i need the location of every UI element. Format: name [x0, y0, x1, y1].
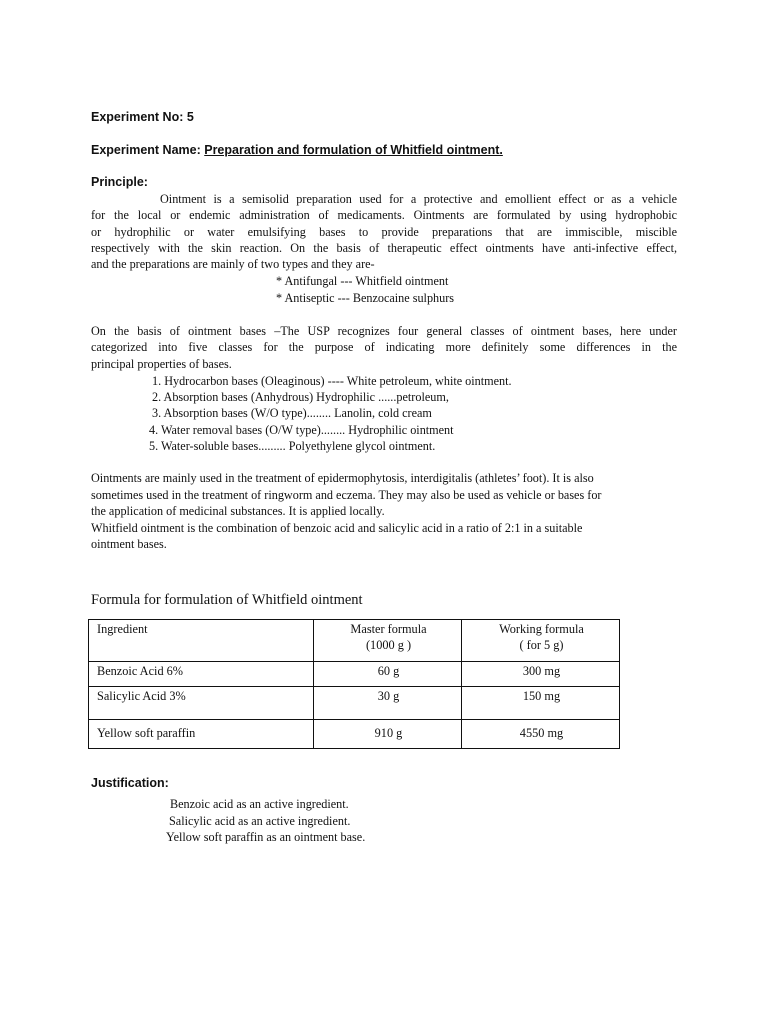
formula-table: [88, 619, 620, 749]
cell-ingredient: Yellow soft paraffin: [89, 720, 314, 749]
header-working-formula: [462, 620, 620, 662]
type-antifungal: * Antifungal --- Whitfield ointment: [276, 274, 449, 288]
principle-p2-line: principal properties of bases.: [91, 356, 232, 371]
principle-p1-line: and the preparations are mainly of two types and they are-: [91, 257, 375, 272]
experiment-number: Experiment No: 5: [91, 110, 194, 124]
list-item: 1. Hydrocarbon bases (Oleaginous) ---- White petroleum, white ointment.: [152, 374, 512, 388]
table-row: [89, 720, 620, 749]
principle-p2-line: On the basis of ointment bases –The USP recognizes four general classes of ointment bases, here under: [91, 324, 677, 338]
principle-p3-line: sometimes used in the treatment of ringworm and eczema. They may also be used as vehicle or bases for: [91, 487, 602, 502]
cell-master: 910 g: [314, 720, 462, 749]
type-antiseptic: * Antiseptic --- Benzocaine sulphurs: [276, 291, 455, 305]
justification-item: Salicylic acid as an active ingredient.: [169, 814, 351, 828]
cell-ingredient: Salicylic Acid 3%: [89, 687, 314, 720]
header-ingredient: [89, 620, 314, 662]
principle-paragraph-2: [91, 323, 677, 372]
principle-p3-line: Whitfield ointment is the combination of benzoic acid and salicylic acid in a ratio of 2:1 in a suitable: [91, 520, 583, 535]
bases-list: [149, 373, 512, 454]
table-header-row: [89, 620, 620, 662]
list-item: 3. Absorption bases (W/O type)........ Lanolin, cold cream: [152, 406, 432, 421]
list-item: 5. Water-soluble bases......... Polyethylene glycol ointment.: [149, 438, 436, 453]
justification-item: Benzoic acid as an active ingredient.: [170, 797, 349, 811]
list-item: 4. Water removal bases (O/W type)........ Hydrophilic ointment: [149, 422, 454, 437]
experiment-name-value: Preparation and formulation of Whitfield ointment.: [204, 143, 503, 157]
principle-p1-line: Ointment is a semisolid preparation used for a protective and emollient effect or as a vehicle: [160, 192, 677, 206]
experiment-name: [91, 143, 503, 157]
principle-paragraph-1: [91, 191, 677, 272]
principle-p3-line: ointment bases.: [91, 537, 167, 551]
principle-p2-line: categorized into five classes for the purpose of indicating more definitely some differences in the: [91, 340, 677, 355]
justification-item: Yellow soft paraffin as an ointment base.: [166, 830, 366, 844]
principle-p3-line: Ointments are mainly used in the treatment of epidermophytosis, interdigitalis (athletes’ foot). It is also: [91, 471, 594, 485]
cell-working: 4550 mg: [462, 720, 620, 749]
header-text: Master formula: [350, 622, 427, 636]
principle-paragraph-3: [91, 470, 691, 553]
cell-ingredient: Benzoic Acid 6%: [89, 662, 314, 687]
principle-p1-line: or hydrophilic or water emulsifying bases to provide preparations that are immiscible, miscible: [91, 224, 677, 239]
principle-p1-line: for the local or endemic administration of medicaments. Ointments are formulated by using hydrophobic: [91, 208, 677, 223]
principle-p1-line: respectively with the skin reaction. On the basis of therapeutic effect ointments have anti-infective effect,: [91, 240, 677, 255]
justification-heading: Justification:: [91, 776, 169, 790]
table-row: [89, 662, 620, 687]
principle-heading: Principle:: [91, 175, 148, 189]
header-subtext: ( for 5 g): [519, 637, 564, 652]
header-subtext: (1000 g ): [365, 637, 412, 652]
table-row: [89, 687, 620, 720]
cell-master: 30 g: [314, 687, 462, 720]
cell-master: 60 g: [314, 662, 462, 687]
header-text: Working formula: [499, 622, 584, 636]
header-master-formula: [314, 620, 462, 662]
principle-p3-line: the application of medicinal substances. It is applied locally.: [91, 504, 385, 518]
cell-working: 150 mg: [462, 687, 620, 720]
cell-working: 300 mg: [462, 662, 620, 687]
formula-caption: Formula for formulation of Whitfield ointment: [91, 592, 363, 608]
experiment-name-label: Experiment Name:: [91, 143, 205, 157]
header-text: Ingredient: [97, 622, 148, 636]
list-item: 2. Absorption bases (Anhydrous) Hydrophilic ......petroleum,: [152, 390, 449, 405]
